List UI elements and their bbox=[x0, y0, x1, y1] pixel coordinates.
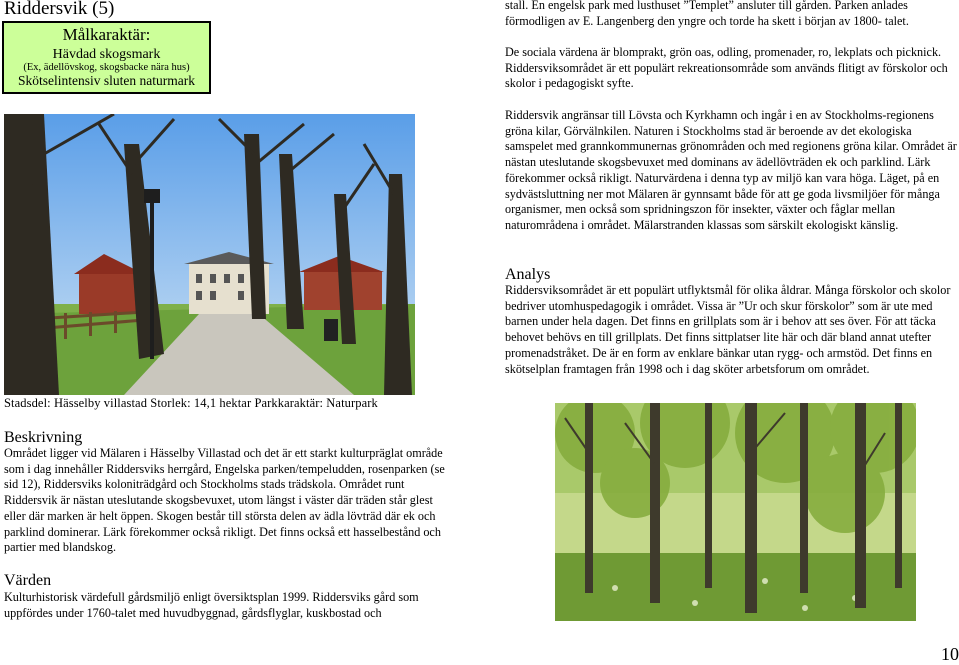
manor-avenue-photo bbox=[4, 114, 415, 395]
page-title: Riddersvik (5) bbox=[4, 0, 115, 19]
varden-text: Kulturhistorisk värdefull gårdsmiljö enligt översiktsplan 1999. Riddersviks gård som uppfördes under 1760-talet med huvudbyggnad, gårdsflyglar, kuskbostad och bbox=[4, 590, 419, 620]
right-paragraph-2: De sociala värdena är blomprakt, grön oas, odling, promenader, ro, lekplats och picknick. Riddersviksområdet är ett populärt rekreationsområde som används flitigt av förskolor och skolor i pedagogiskt syfte. bbox=[505, 45, 948, 91]
beskrivning-text: Området ligger vid Mälaren i Hässelby Villastad och det är ett starkt kulturpräglat område som i dag innehåller Riddersviks herrgård, Engelska parken/tempeludden, rosenparken (se sid 12), Riddersviks koloniträdgård och Stockholms stads trädskola. Området runt Riddersvik är nästan uteslutande skogsbevuxet, utom längst i väster där träden står glest eller där marken är helt öppen. Skogen består till största delen av ädla lövträd där ek och parklind dominerar. Lärk förekommer också rikligt. Det finns också ett hasselbestånd och partier med blandskog. bbox=[4, 446, 445, 555]
goal-type: Hävdad skogsmark bbox=[52, 46, 161, 62]
forest-illustration bbox=[555, 403, 916, 621]
manor-avenue-illustration bbox=[4, 114, 415, 395]
page-number: 10 bbox=[941, 644, 959, 664]
analys-heading: Analys bbox=[505, 266, 551, 283]
analys-text: Riddersviksområdet är ett populärt utflyktsmål för olika åldrar. Många förskolor och skolor bedriver utomhuspedagogik i området. Vissa är ”Ur och skur förskolor” som är ute med barnen under hela dagen. Det finns en grillplats som är i behov att ses över. För att täcka behovet behövs en till grillplats. Det finns sittplatser lite här och där bland annat utefter promenadstråket. De är en form av enklare bänkar utan rygg- och armstöd. Det finns en skötselplan framtagen från 1998 och i dag sköter arbetsforum om området. bbox=[505, 283, 951, 376]
right-paragraph-1: stall. En engelsk park med lusthuset ”Templet” ansluter till gården. Parken anlades förmodligen av E. Langenberg den yngre och torde ha skett i början av 1800- talet. bbox=[505, 0, 909, 28]
goal-heading: Målkaraktär: bbox=[62, 25, 151, 44]
goal-management: Skötselintensiv sluten naturmark bbox=[18, 72, 195, 88]
beskrivning-heading: Beskrivning bbox=[4, 429, 83, 446]
photo-caption: Stadsdel: Hässelby villastad Storlek: 14,1 hektar Parkkaraktär: Naturpark bbox=[4, 396, 378, 410]
forest-photo bbox=[555, 403, 916, 621]
goal-examples: (Ex, ädellövskog, skogsbacke nära hus) bbox=[23, 62, 190, 74]
varden-heading: Värden bbox=[4, 572, 52, 589]
goal-box bbox=[2, 21, 211, 94]
right-paragraph-3: Riddersvik angränsar till Lövsta och Kyrkhamn och ingår i en av Stockholms-regionens gröna kilar, Görvälnkilen. Naturen i Stockholms stad är beroende av det ekologiska samspelet med grannkommunernas grönområden och med regionens gröna kilar. Området är nästan uteslutande skogsbevuxet med dominans av ädellövträden ek och parklind. Lärk förekommer också rikligt. Naturvärdena i denna typ av miljö kan vara höga. Läget, på en sydvästsluttning ner mot Mälaren är gynnsamt både för att ge goda livsmiljöer för många organismer, men också som spridningszon för insekter, växter och fåglar mellan naturområdena i området. Mälarstranden klassas som särskilt ekologiskt känslig. bbox=[505, 108, 957, 232]
